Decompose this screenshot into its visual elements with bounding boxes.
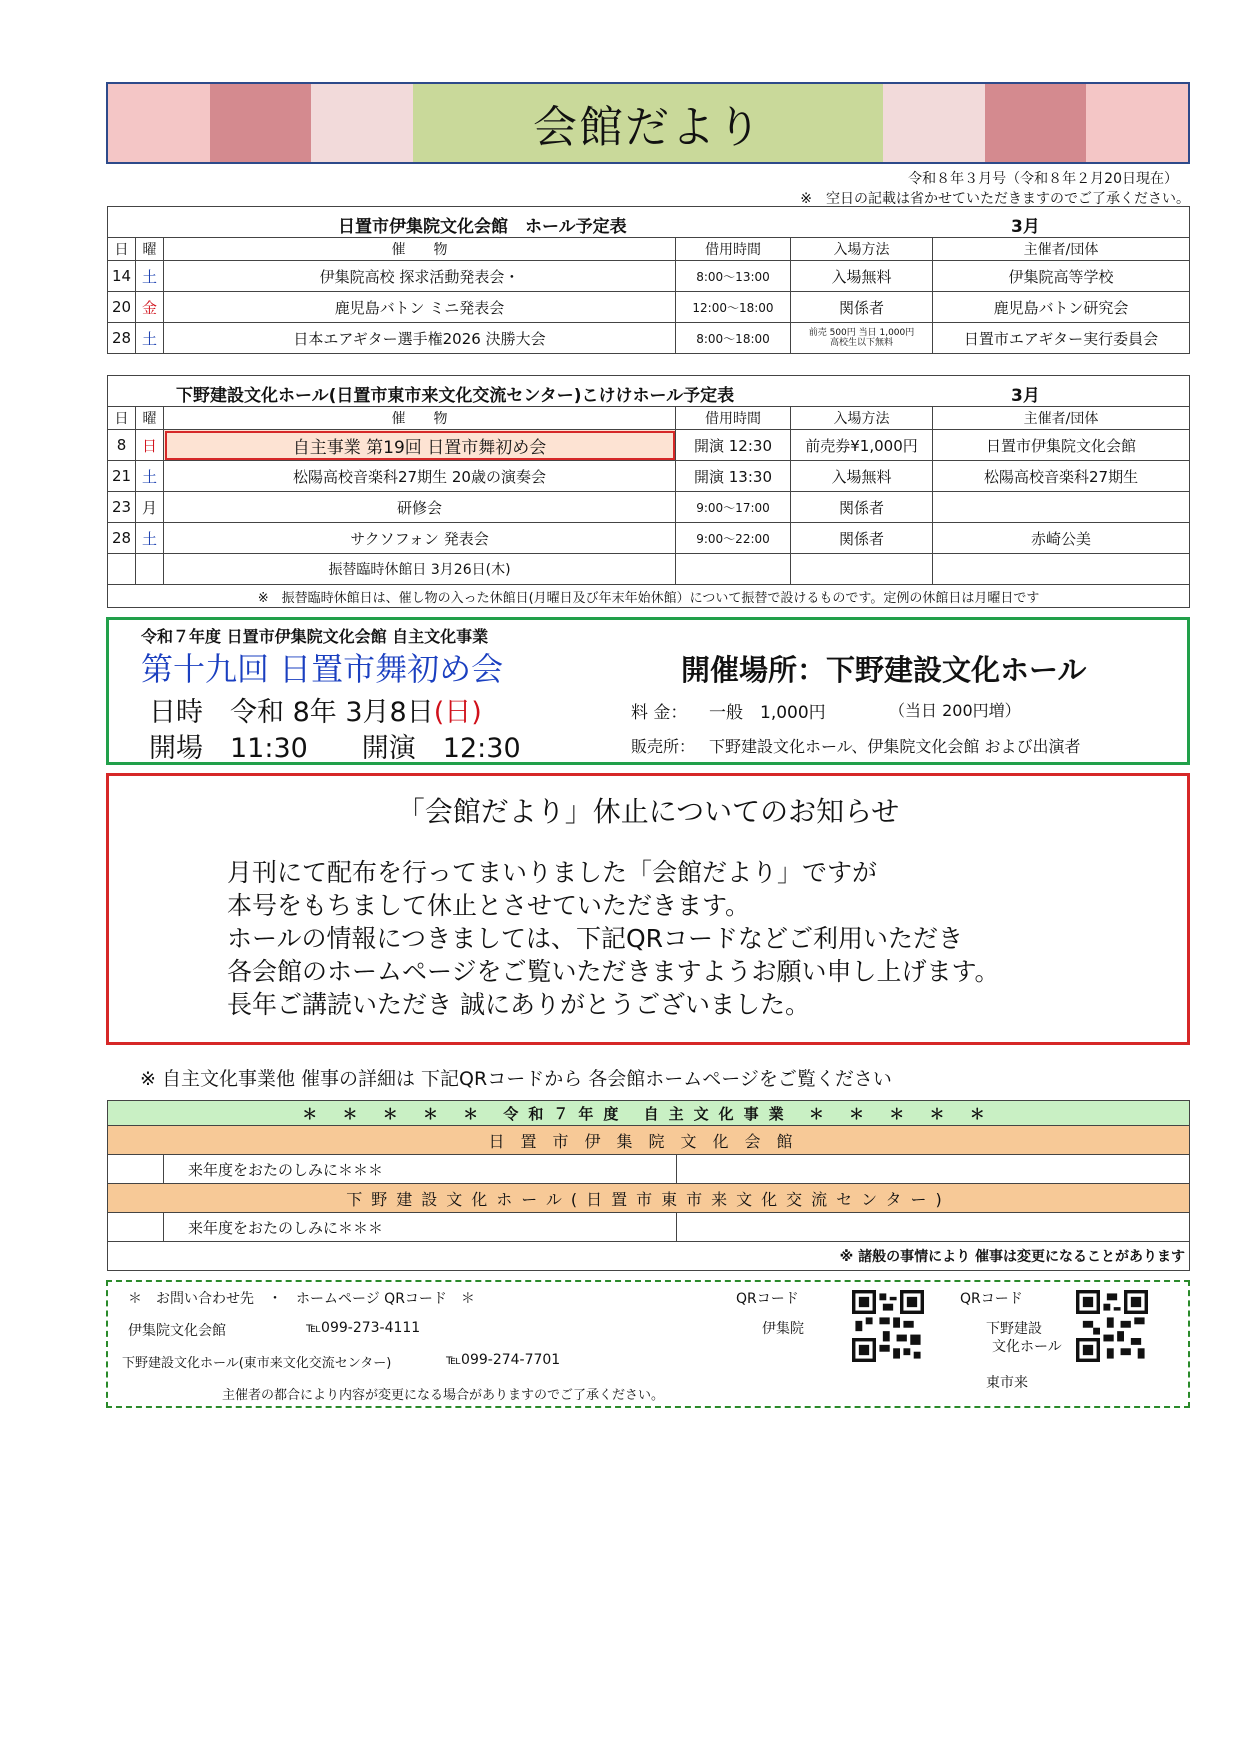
row-blank (108, 1213, 164, 1242)
contact-shimono-name: 下野建設文化ホール(東市来文化交流センター) (122, 1356, 392, 1371)
row-organizer: 伊集院高等学校 (933, 261, 1190, 292)
contact-footer: 主催者の都合により内容が変更になる場合がありますのでご了承ください。 (222, 1388, 665, 1403)
contact-ijuin-name: 伊集院文化会館 (128, 1323, 226, 1339)
row-day: 21 (108, 461, 136, 492)
contact-heading: ＊ お問い合わせ先 ・ ホームページ QRコード ＊ (128, 1291, 475, 1307)
row-day: 20 (108, 292, 136, 323)
row-organizer (933, 554, 1190, 585)
table-row (108, 323, 1190, 354)
row-day: 14 (108, 261, 136, 292)
header-day: 日 (108, 238, 136, 261)
row-time: 9:00～22:00 (676, 523, 791, 554)
row-blank (677, 1155, 1190, 1184)
events-header: ＊ ＊ ＊ ＊ ＊ 令和７年度 自主文化事業 ＊ ＊ ＊ ＊ ＊ (108, 1101, 1190, 1126)
notice-line: 各会館のホームページをご覧いただきますようお願い申し上げます。 (227, 957, 1000, 986)
issue-number: 令和８年３月号（令和８年２月20日現在） (908, 171, 1178, 187)
header-entry: 入場方法 (791, 238, 933, 261)
row-event: 研修会 (164, 492, 676, 523)
header-event: 催 物 (164, 238, 676, 261)
row-blank (677, 1213, 1190, 1242)
row-event: サクソフォン 発表会 (164, 523, 676, 554)
row-organizer: 鹿児島バトン研究会 (933, 292, 1190, 323)
row-organizer: 赤崎公美 (933, 523, 1190, 554)
row-organizer: 松陽高校音楽科27期生 (933, 461, 1190, 492)
notice-line: 本号をもちまして休止とさせていただきます。 (227, 891, 751, 920)
header-organizer: 主催者/団体 (933, 407, 1190, 430)
event-fee-value: 一般 1,000円 (709, 703, 826, 723)
event-title: 第十九回 日置市舞初め会 (141, 650, 504, 688)
qr-code-shimono-icon[interactable] (1076, 1290, 1148, 1362)
row-time: 12:00～18:00 (676, 292, 791, 323)
row-entry (791, 554, 933, 585)
notice-box (106, 773, 1190, 1045)
qr-code-ijuin-icon[interactable] (852, 1290, 924, 1362)
event-date-dow: 日 (444, 697, 472, 728)
row-entry: 入場無料 (791, 461, 933, 492)
notice-line: 長年ご講読いただき 誠にありがとうございました。 (227, 990, 810, 1019)
event-venue: 開催場所：下野建設文化ホール (681, 653, 1087, 687)
row-dow (136, 554, 164, 585)
row-time: 8:00～18:00 (676, 323, 791, 354)
row-time: 8:00～13:00 (676, 261, 791, 292)
row-dow: 金 (136, 292, 164, 323)
row-dow: 土 (136, 523, 164, 554)
row-dow: 月 (136, 492, 164, 523)
row-day: 8 (108, 430, 136, 461)
row-organizer (933, 492, 1190, 523)
highlighted-event: 自主事業 第19回 日置市舞初め会 (164, 430, 676, 461)
row-entry (791, 323, 933, 354)
events-hall1: 日置市伊集院文化会館 (108, 1126, 1190, 1155)
table-row (108, 554, 1190, 585)
event-kicker: 令和７年度 日置市伊集院文化会館 自主文化事業 (141, 627, 489, 646)
event-date (149, 690, 482, 729)
event-date-paren-close: ) (471, 697, 482, 728)
event-sales-label: 販売所： (631, 737, 696, 756)
row-time: 開演 12:30 (676, 430, 791, 461)
featured-event-box (106, 617, 1190, 765)
events-hall2-item: 来年度をおたのしみに＊＊＊ (164, 1213, 677, 1242)
hall2-month: 3月 (1011, 386, 1040, 406)
row-organizer: 日置市伊集院文化会館 (933, 430, 1190, 461)
contact-shimono-tel: ℡099-274-7701 (446, 1352, 561, 1368)
banner (106, 82, 1190, 164)
row-entry: 関係者 (791, 523, 933, 554)
hall1-title-row (108, 207, 1190, 238)
hall1-schedule-table (107, 206, 1190, 354)
qr1-label: QRコード (736, 1291, 799, 1307)
qr2-name-1: 下野建設 (986, 1321, 1042, 1337)
events-hall1-item: 来年度をおたのしみに＊＊＊ (164, 1155, 677, 1184)
qr2-name-3: 東市来 (986, 1375, 1028, 1391)
events-disclaimer: ※ 諸般の事情により 催事は変更になることがあります (108, 1242, 1190, 1271)
qr2-name-2: 文化ホール (992, 1339, 1062, 1355)
row-event: 伊集院高校 探求活動発表会・ (164, 261, 676, 292)
row-organizer: 日置市エアギター実行委員会 (933, 323, 1190, 354)
top-note: ※ 空日の記載は省かせていただきますのでご了承ください。 (800, 191, 1190, 207)
self-events-table (107, 1100, 1190, 1271)
header-dow: 曜 (136, 238, 164, 261)
row-blank (108, 1155, 164, 1184)
notice-line: ホールの情報につきましては、下記QRコードなどご利用いただき (227, 924, 964, 953)
row-day: 28 (108, 523, 136, 554)
header-organizer: 主催者/団体 (933, 238, 1190, 261)
row-dow: 日 (136, 430, 164, 461)
row-dow: 土 (136, 261, 164, 292)
notice-line: 月刊にて配布を行ってまいりました「会館だより」ですが (227, 858, 878, 887)
contact-box (106, 1280, 1190, 1408)
event-times: 開場 11:30 開演 12:30 (149, 733, 521, 764)
row-entry: 前売券¥1,000円 (791, 430, 933, 461)
hall2-footnote: ※ 振替臨時休館日は、催し物の入った休館日(月曜日及び年末年始休館）について振替で設けるものです。定例の休館日は月曜日です (108, 585, 1190, 608)
contact-ijuin-tel: ℡099-273-4111 (306, 1320, 421, 1336)
row-event: 日本エアギター選手権2026 決勝大会 (164, 323, 676, 354)
row-entry: 入場無料 (791, 261, 933, 292)
event-sales-value: 下野建設文化ホール、伊集院文化会館 および出演者 (709, 737, 1081, 756)
event-fee-label: 料 金： (631, 703, 688, 723)
page-title: 会館だより (533, 102, 763, 153)
header-time: 借用時間 (676, 238, 791, 261)
row-time (676, 554, 791, 585)
qr2-label: QRコード (960, 1291, 1023, 1307)
event-date-paren-open: ( (433, 697, 445, 728)
table-row (108, 292, 1190, 323)
row-dow: 土 (136, 461, 164, 492)
qr-note: ※ 自主文化事業他 催事の詳細は 下記QRコードから 各会館ホームページをご覧ください (140, 1068, 892, 1090)
row-entry-line1: 前売 500円 当日 1,000円 (808, 328, 915, 338)
row-event: 鹿児島バトン ミニ発表会 (164, 292, 676, 323)
table-row (108, 1155, 1190, 1184)
table-row (108, 261, 1190, 292)
table-row (108, 1213, 1190, 1242)
hall1-title: 日置市伊集院文化会館 ホール予定表 (338, 217, 627, 237)
row-time: 開演 13:30 (676, 461, 791, 492)
row-day (108, 554, 136, 585)
hall2-schedule-table (107, 375, 1190, 608)
notice-body (227, 856, 1000, 1021)
qr1-name: 伊集院 (762, 1321, 804, 1337)
holiday-note: 振替臨時休館日 3月26日(木) (164, 554, 676, 585)
header-event: 催 物 (164, 407, 676, 430)
row-dow: 土 (136, 323, 164, 354)
header-time: 借用時間 (676, 407, 791, 430)
row-event: 松陽高校音楽科27期生 20歳の演奏会 (164, 461, 676, 492)
notice-title: 「会館だより」休止についてのお知らせ (396, 795, 900, 828)
row-entry-line2: 高校生以下無料 (829, 338, 893, 348)
row-day: 28 (108, 323, 136, 354)
table-row (108, 523, 1190, 554)
hall2-title: 下野建設文化ホール(日置市東市来文化交流センター)こけけホール予定表 (176, 386, 735, 406)
table-row (108, 461, 1190, 492)
table-row (108, 492, 1190, 523)
row-entry: 関係者 (791, 492, 933, 523)
row-entry: 関係者 (791, 292, 933, 323)
row-time: 9:00～17:00 (676, 492, 791, 523)
hall1-month: 3月 (1011, 217, 1040, 237)
header-entry: 入場方法 (791, 407, 933, 430)
header-day: 日 (108, 407, 136, 430)
table-row (108, 430, 1190, 461)
header-dow: 曜 (136, 407, 164, 430)
event-fee-note: （当日 200円増） (889, 701, 1021, 720)
event-date-text: 日時 令和 8年 3月8日 (149, 697, 434, 728)
row-day: 23 (108, 492, 136, 523)
events-hall2: 下野建設文化ホール(日置市東市来文化交流センター) (108, 1184, 1190, 1213)
hall2-title-row (108, 376, 1190, 407)
